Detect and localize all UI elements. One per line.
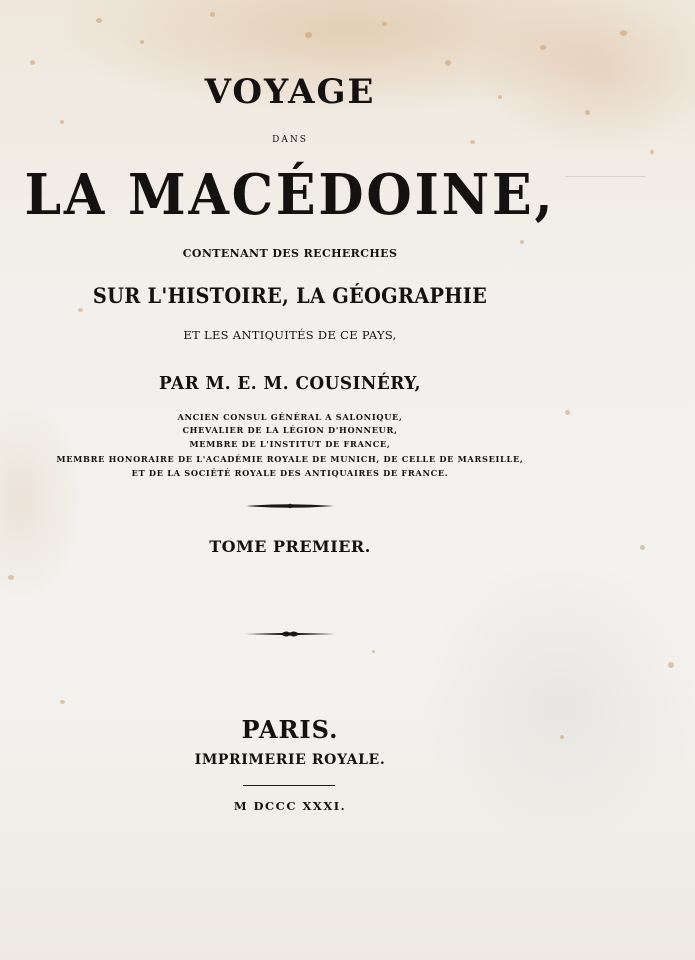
author-line: PAR M. E. M. COUSINÉRY, <box>159 373 421 394</box>
ornament-divider-2 <box>0 629 580 639</box>
credential-line: CHEVALIER DE LA LÉGION D'HONNEUR, <box>182 425 398 435</box>
printer-name: IMPRIMERIE ROYALE. <box>194 752 386 768</box>
volume-label: TOME PREMIER. <box>209 537 371 556</box>
foxing-spot <box>668 662 674 668</box>
credential-line: MEMBRE DE L'INSTITUT DE FRANCE, <box>189 439 391 449</box>
foxing-spot <box>585 110 590 115</box>
foxing-spot <box>650 150 654 154</box>
main-title: LA MACÉDOINE, <box>24 162 556 228</box>
ornament-divider-1 <box>0 501 580 511</box>
credential-line: ANCIEN CONSUL GÉNÉRAL A SALONIQUE, <box>177 412 403 422</box>
credential-line: ET DE LA SOCIÉTÉ ROYALE DES ANTIQUAIRES DE FRANCE. <box>131 468 449 478</box>
foxing-spot <box>620 30 627 36</box>
publication-place: PARIS. <box>241 715 339 744</box>
subtitle-line-2: SUR L'HISTOIRE, LA GÉOGRAPHIE <box>92 283 488 308</box>
subtitle-line-3: ET LES ANTIQUITÉS DE CE PAYS, <box>183 328 397 342</box>
subtitle-line-1: CONTENANT DES RECHERCHES <box>182 247 398 260</box>
title-line-1: VOYAGE <box>204 72 376 112</box>
publication-date: M DCCC XXXI. <box>233 799 347 813</box>
credential-line: MEMBRE HONORAIRE DE L'ACADÉMIE ROYALE DE MUNICH, DE CELLE DE MARSEILLE, <box>56 454 524 464</box>
date-rule <box>243 785 335 786</box>
foxing-spot <box>640 545 645 550</box>
title-line-2: DANS <box>272 135 308 145</box>
